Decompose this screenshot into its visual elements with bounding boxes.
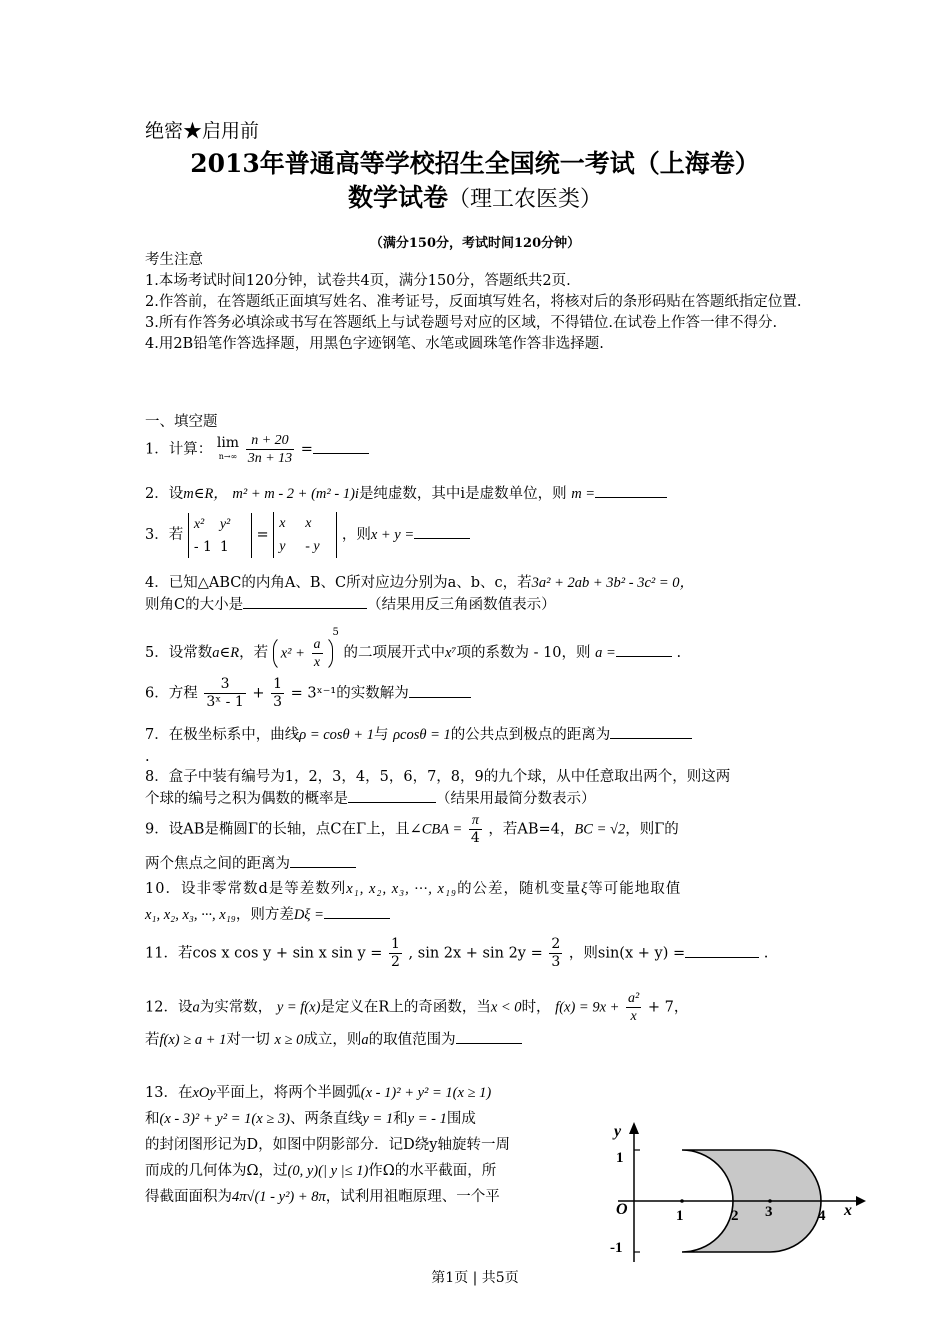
question-8: 8．盒子中装有编号为1，2，3，4，5，6，7，8，9的九个球，从中任意取出两个，则这两 个球的编号之积为偶数的概率是 （结果用最简分数表示）	[145, 769, 731, 807]
page-footer: 第1页 | 共5页	[431, 1270, 519, 1286]
question-5: 5．设常数a∈R，若 x² + $\frac{a}{x}$ $^5$ 的二项展开式中x⁷项的系数为 - 10，则 a = .	[145, 627, 682, 670]
answer-blank	[685, 943, 759, 958]
answer-blank	[324, 904, 390, 919]
x-axis-arrow	[856, 1196, 866, 1206]
x-tick-label: 1	[676, 1208, 684, 1224]
question-6: 6．方程 $\frac{3}{\text{3ˣ - 1}}$ + $\frac{1}{3}$ = 3ˣ⁻¹的实数解为	[145, 676, 810, 711]
answer-blank	[313, 439, 369, 454]
answer-blank	[348, 788, 436, 803]
y-axis-label: y	[614, 1123, 622, 1140]
determinant-left: x² y² - 1 1	[188, 513, 252, 558]
section-heading: 一、填空题	[145, 414, 218, 430]
question-7: 7．在极坐标系中，曲线ρ = cosθ + 1与 ρcosθ = 1的公共点到极点的距离为 .	[145, 724, 810, 768]
answer-blank	[456, 1029, 522, 1044]
x-tick	[680, 1199, 684, 1203]
x-tick-label: 3	[765, 1204, 773, 1220]
notes-heading: 考生注意	[145, 252, 203, 268]
x-axis-label: x	[844, 1202, 852, 1219]
answer-blank	[616, 642, 672, 657]
classification-label: 绝密★启用前	[145, 120, 260, 142]
origin-label: O	[616, 1201, 628, 1218]
x-tick-label: 4	[818, 1208, 826, 1224]
note-item: 4.用2B铅笔作答选择题，用黑色字迹钢笔、水笔或圆珠笔作答非选择题.	[145, 336, 604, 352]
determinant-right: x x y - y	[273, 512, 337, 558]
note-item: 1.本场考试时间120分钟，试卷共4页，满分150分，答题纸共2页.	[145, 273, 571, 289]
question-12: 12．设a为实常数， y = f(x)是定义在R上的奇函数，当x < 0时， f(x) = 9x + $\frac{\text{a²}}{x}$ + 7， 若f(x) ≥ a + 1对一切 x ≥ 0成立，则a的取值范围为	[145, 991, 689, 1048]
answer-blank	[243, 594, 367, 609]
candidate-notes	[145, 250, 805, 355]
question-2: 2．设m∈R， m² + m - 2 + (m² - 1)i是纯虚数，其中i是虚数单位，则 m =	[145, 483, 810, 505]
y-axis-arrow	[629, 1122, 639, 1134]
note-item: 2.作答前，在答题纸正面填写姓名、准考证号，反面填写姓名，将核对后的条形码贴在答题纸指定位置.	[145, 294, 802, 310]
exam-title: 2013年普通高等学校招生全国统一考试（上海卷）	[190, 149, 760, 178]
answer-blank	[290, 853, 356, 868]
score-time-note: （满分150分，考试时间120分钟）	[369, 236, 581, 251]
y-tick-label: -1	[610, 1240, 623, 1256]
question-10: 10．设非零常数d是等差数列x₁, x₂, x₃, ···, x₁₉的公差，随机变量ξ等可能地取值 x₁, x₂, x₃, ···, x₁₉，则方差Dξ =	[145, 881, 682, 923]
question-3: 3．若 x² y² - 1 1 = x x y - y ，则x + y =	[145, 512, 810, 558]
x-tick-label: 2	[731, 1208, 739, 1224]
fraction: $\frac{n + 20}{3n + 13}$	[247, 433, 293, 466]
exam-subtitle: 数学试卷（理工农医类）	[347, 183, 603, 212]
question-9: 9．设AB是椭圆Γ的长轴，点C在Γ上，且∠CBA = $\frac{\pi}{4}$ ，若AB=4，BC = √2，则Γ的 两个焦点之间的距离为	[145, 813, 679, 872]
limit-operator: lim n→∞	[216, 434, 240, 461]
y-tick-label: 1	[616, 1150, 624, 1166]
answer-blank	[610, 724, 692, 739]
answer-blank	[409, 683, 471, 698]
answer-blank	[414, 524, 470, 539]
x-tick	[768, 1199, 772, 1203]
question-4: 4．已知△ABC的内角A、B、C所对应边分别为a、b、c，若3a² + 2ab + 3b² - 3c² = 0， 则角C的大小是 （结果用反三角函数值表示）	[145, 575, 695, 613]
question-1: 1．计算： lim n→∞ $\frac{n + 20}{3n + 13}$ =	[145, 432, 810, 467]
answer-blank	[595, 483, 667, 498]
region-d-figure	[598, 1112, 870, 1268]
question-13: 13．在xOy平面上，将两个半圆弧(x - 1)² + y² = 1(x ≥ 1) 和(x - 3)² + y² = 1(x ≥ 3)、两条直线y = 1和y = - 1围成 的封闭图形记为D，如图中阴影部分．记D绕y轴旋转一周 而成的几何体为Ω，过(0, y)(| y |≤ 1)作Ω的水平截面，所 得截面面积为4π√(1 - y²) + 8π，试利用祖暅原理、一个平	[145, 1085, 510, 1205]
note-item: 3.所有作答务必填涂或书写在答题纸上与试卷题号对应的区域，不得错位.在试卷上作答一律不得分.	[145, 315, 778, 331]
question-11: 11．若cos x cos y + sin x sin y = $\frac{1}{2}$ , sin 2x + sin 2y = $\frac{2}{3}$ ，则sin(x + y) = .	[145, 936, 769, 970]
binomial-expression: x² + $\frac{a}{x}$	[273, 635, 333, 672]
